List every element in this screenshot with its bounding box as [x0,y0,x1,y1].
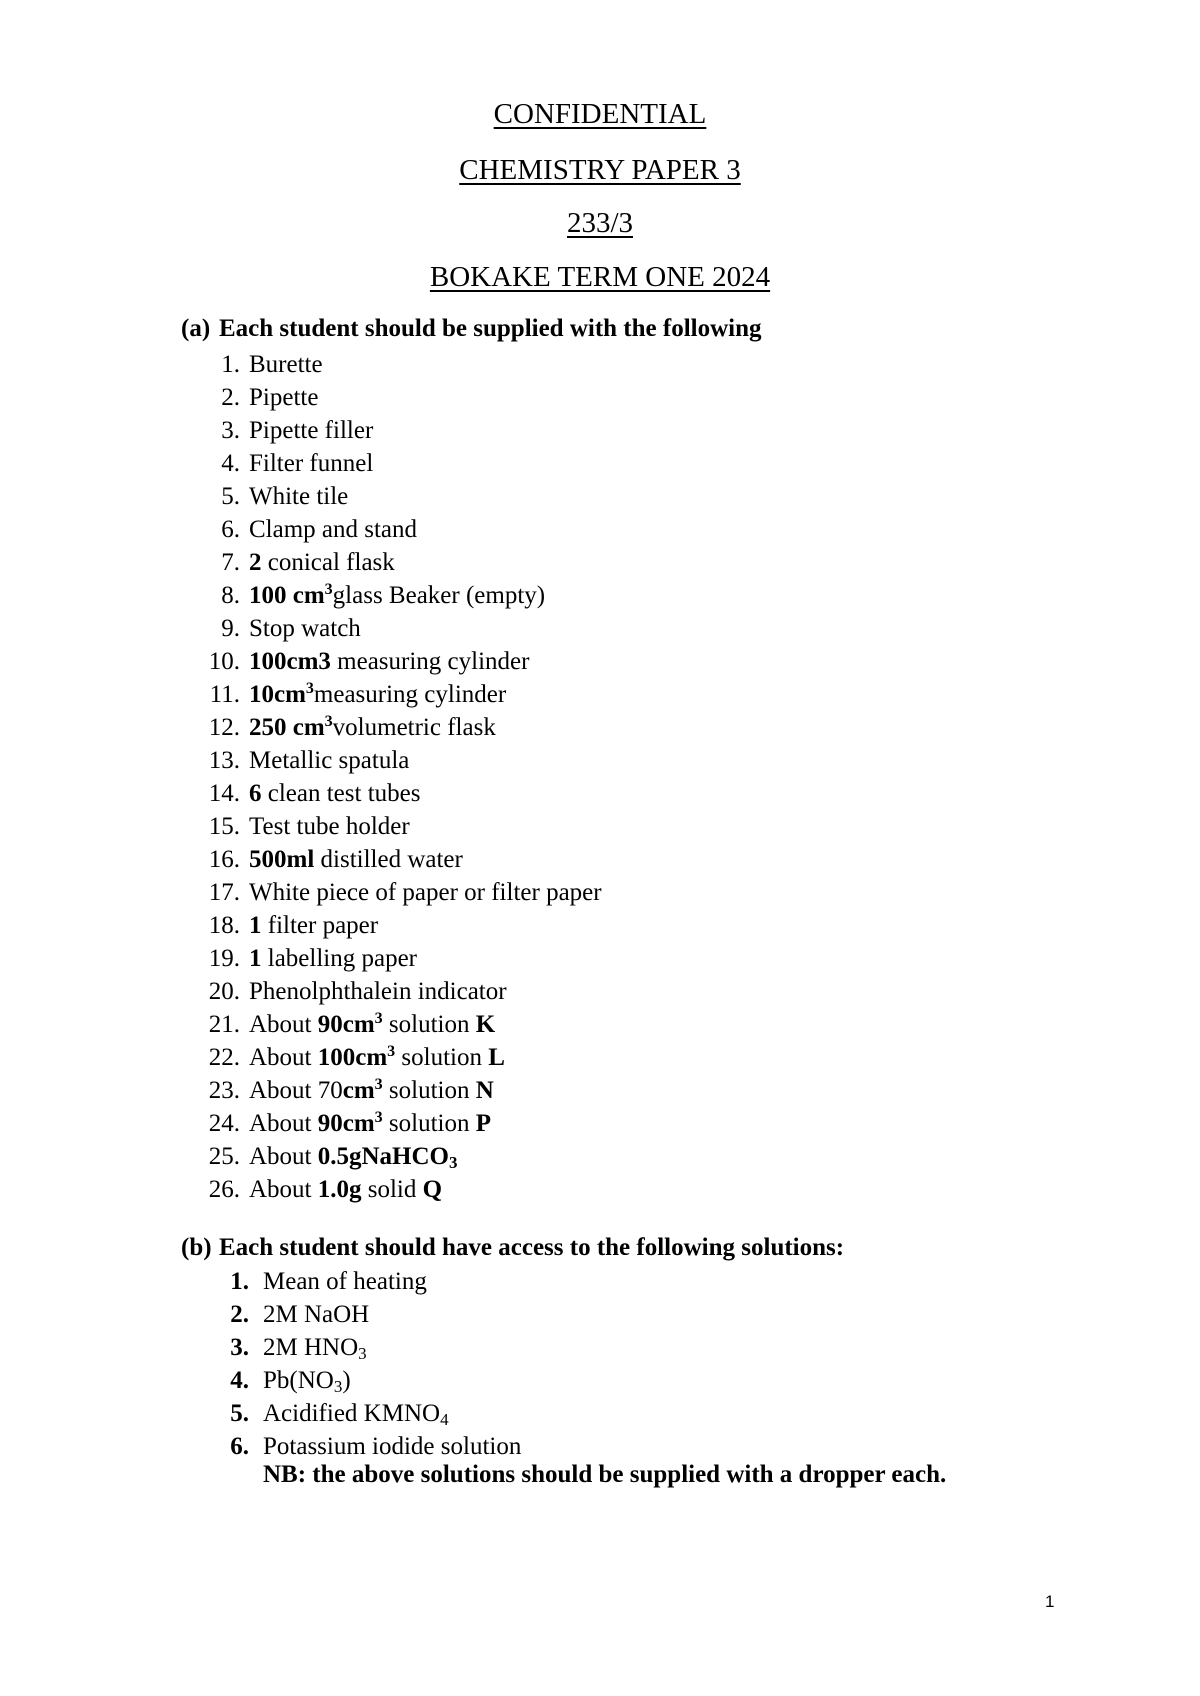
item-number: 23. [208,1077,240,1104]
item-number: 25. [208,1143,240,1170]
section-b-tag: (b) [181,1234,212,1261]
apparatus-item-text: 1 filter paper [249,912,379,939]
solution-item-text: 2M $HNO_3$ [263,1334,367,1363]
list-item [226,1265,521,1298]
item-number: 4. [221,450,240,477]
apparatus-item-text: Pipette [249,384,319,411]
apparatus-item-text: About $90cm^3$ solution P [249,1109,492,1137]
item-number: 10. [208,648,240,675]
solution-item-text: Potassium iodide solution [263,1433,522,1460]
page-number: 1 [1045,1592,1055,1611]
list-item [180,711,602,744]
list-item [180,447,602,480]
list-item [180,612,602,645]
item-number: 16. [208,846,240,873]
paper-code: 233/3 [566,207,634,239]
item-number: 22. [208,1044,240,1071]
item-number: 13. [208,747,240,774]
list-item [180,645,602,678]
item-number: 2. [221,384,240,411]
item-number: 11. [209,681,240,708]
item-number: 18. [208,912,240,939]
list-item [180,381,602,414]
apparatus-item-text: Stop watch [249,615,361,642]
list-item [180,843,602,876]
apparatus-item-text: Burette [249,351,323,378]
apparatus-item-text: 100cm3 measuring cylinder [249,648,530,675]
apparatus-item-text: Filter funnel [249,450,374,477]
list-item [226,1430,521,1463]
list-item [226,1397,521,1430]
apparatus-item-text: Test tube holder [249,813,410,840]
list-item [180,909,602,942]
apparatus-item-text: White piece of paper or filter paper [249,879,602,906]
list-item [180,876,602,909]
apparatus-item-text: About $90cm^3$ solution K [249,1010,496,1038]
apparatus-item-text: Clamp and stand [249,516,418,543]
item-number: 2. [230,1301,249,1328]
exam-term: BOKAKE TERM ONE 2024 [429,261,771,293]
confidential-heading: CONFIDENTIAL [493,98,707,130]
apparatus-list [180,348,602,1206]
item-number: 8. [221,582,240,609]
list-item [180,975,602,1008]
list-item [180,546,602,579]
solution-item-text: Acidified $KMNO_4$ [263,1400,449,1429]
list-item [180,810,602,843]
item-number: 6. [230,1433,249,1460]
item-number: 15. [208,813,240,840]
solutions-list [226,1265,521,1463]
item-number: 4. [230,1367,249,1394]
apparatus-item-text: About $70cm^3$ solution N [249,1076,494,1104]
item-number: 9. [221,615,240,642]
section-b-title [181,1234,844,1262]
list-item [226,1364,521,1397]
apparatus-item-text: 100 $cm^3glass$ Beaker (empty) [249,581,546,609]
list-item [180,777,602,810]
item-number: 1. [230,1268,249,1295]
item-number: 7. [221,549,240,576]
section-a-tag: (a) [181,315,211,342]
solution-item-text: $Pb(NO_3)$ [263,1367,351,1396]
item-number: 14. [208,780,240,807]
item-number: 19. [208,945,240,972]
apparatus-item-text: About 1.0g solid Q [249,1176,443,1203]
item-number: 24. [208,1110,240,1137]
list-item [180,942,602,975]
item-number: 20. [208,978,240,1005]
apparatus-item-text: White tile [249,483,349,510]
list-item [180,579,602,612]
apparatus-item-text: 500ml distilled water [249,846,463,873]
apparatus-item-text: About 0.5gNaHCO$_3$ [249,1143,458,1172]
item-number: 17. [208,879,240,906]
item-number: 6. [221,516,240,543]
list-item [180,1041,602,1074]
item-number: 5. [230,1400,249,1427]
apparatus-item-text: 1 labelling paper [249,945,417,972]
apparatus-item-text: Pipette filler [249,417,374,444]
solution-item-text: 2M NaOH [263,1301,370,1328]
list-item [180,513,602,546]
list-item [226,1298,521,1331]
list-item [180,1074,602,1107]
apparatus-item-text: $10cm^3measuring$ cylinder [249,680,507,708]
paper-title: CHEMISTRY PAPER 3 [459,154,741,186]
item-number: 5. [221,483,240,510]
apparatus-item-text: 250 $cm^3volumetric$ flask [249,713,496,741]
list-item [180,1008,602,1041]
list-item [180,744,602,777]
list-item [180,414,602,447]
apparatus-item-text: 6 clean test tubes [249,780,421,807]
item-number: 3. [230,1334,249,1361]
dropper-note: NB: the above solutions should be supplied with a dropper each. [263,1461,947,1488]
list-item [180,1173,602,1206]
list-item [226,1331,521,1364]
list-item [180,678,602,711]
item-number: 21. [208,1011,240,1038]
apparatus-item-text: Phenolphthalein indicator [249,978,507,1005]
item-number: 12. [208,714,240,741]
item-number: 26. [208,1176,240,1203]
list-item [180,348,602,381]
apparatus-item-text: 2 conical flask [249,549,395,576]
section-a-title [181,315,762,343]
item-number: 3. [221,417,240,444]
apparatus-item-text: About $100cm^3$ solution L [249,1043,505,1071]
apparatus-item-text: Metallic spatula [249,747,410,774]
solution-item-text: Mean of heating [263,1268,427,1295]
list-item [180,480,602,513]
list-item [180,1140,602,1173]
section-b-heading: Each student should have access to the following solutions: [219,1234,845,1261]
item-number: 1. [221,351,240,378]
list-item [180,1107,602,1140]
section-a-heading: Each student should be supplied with the following [219,315,762,342]
